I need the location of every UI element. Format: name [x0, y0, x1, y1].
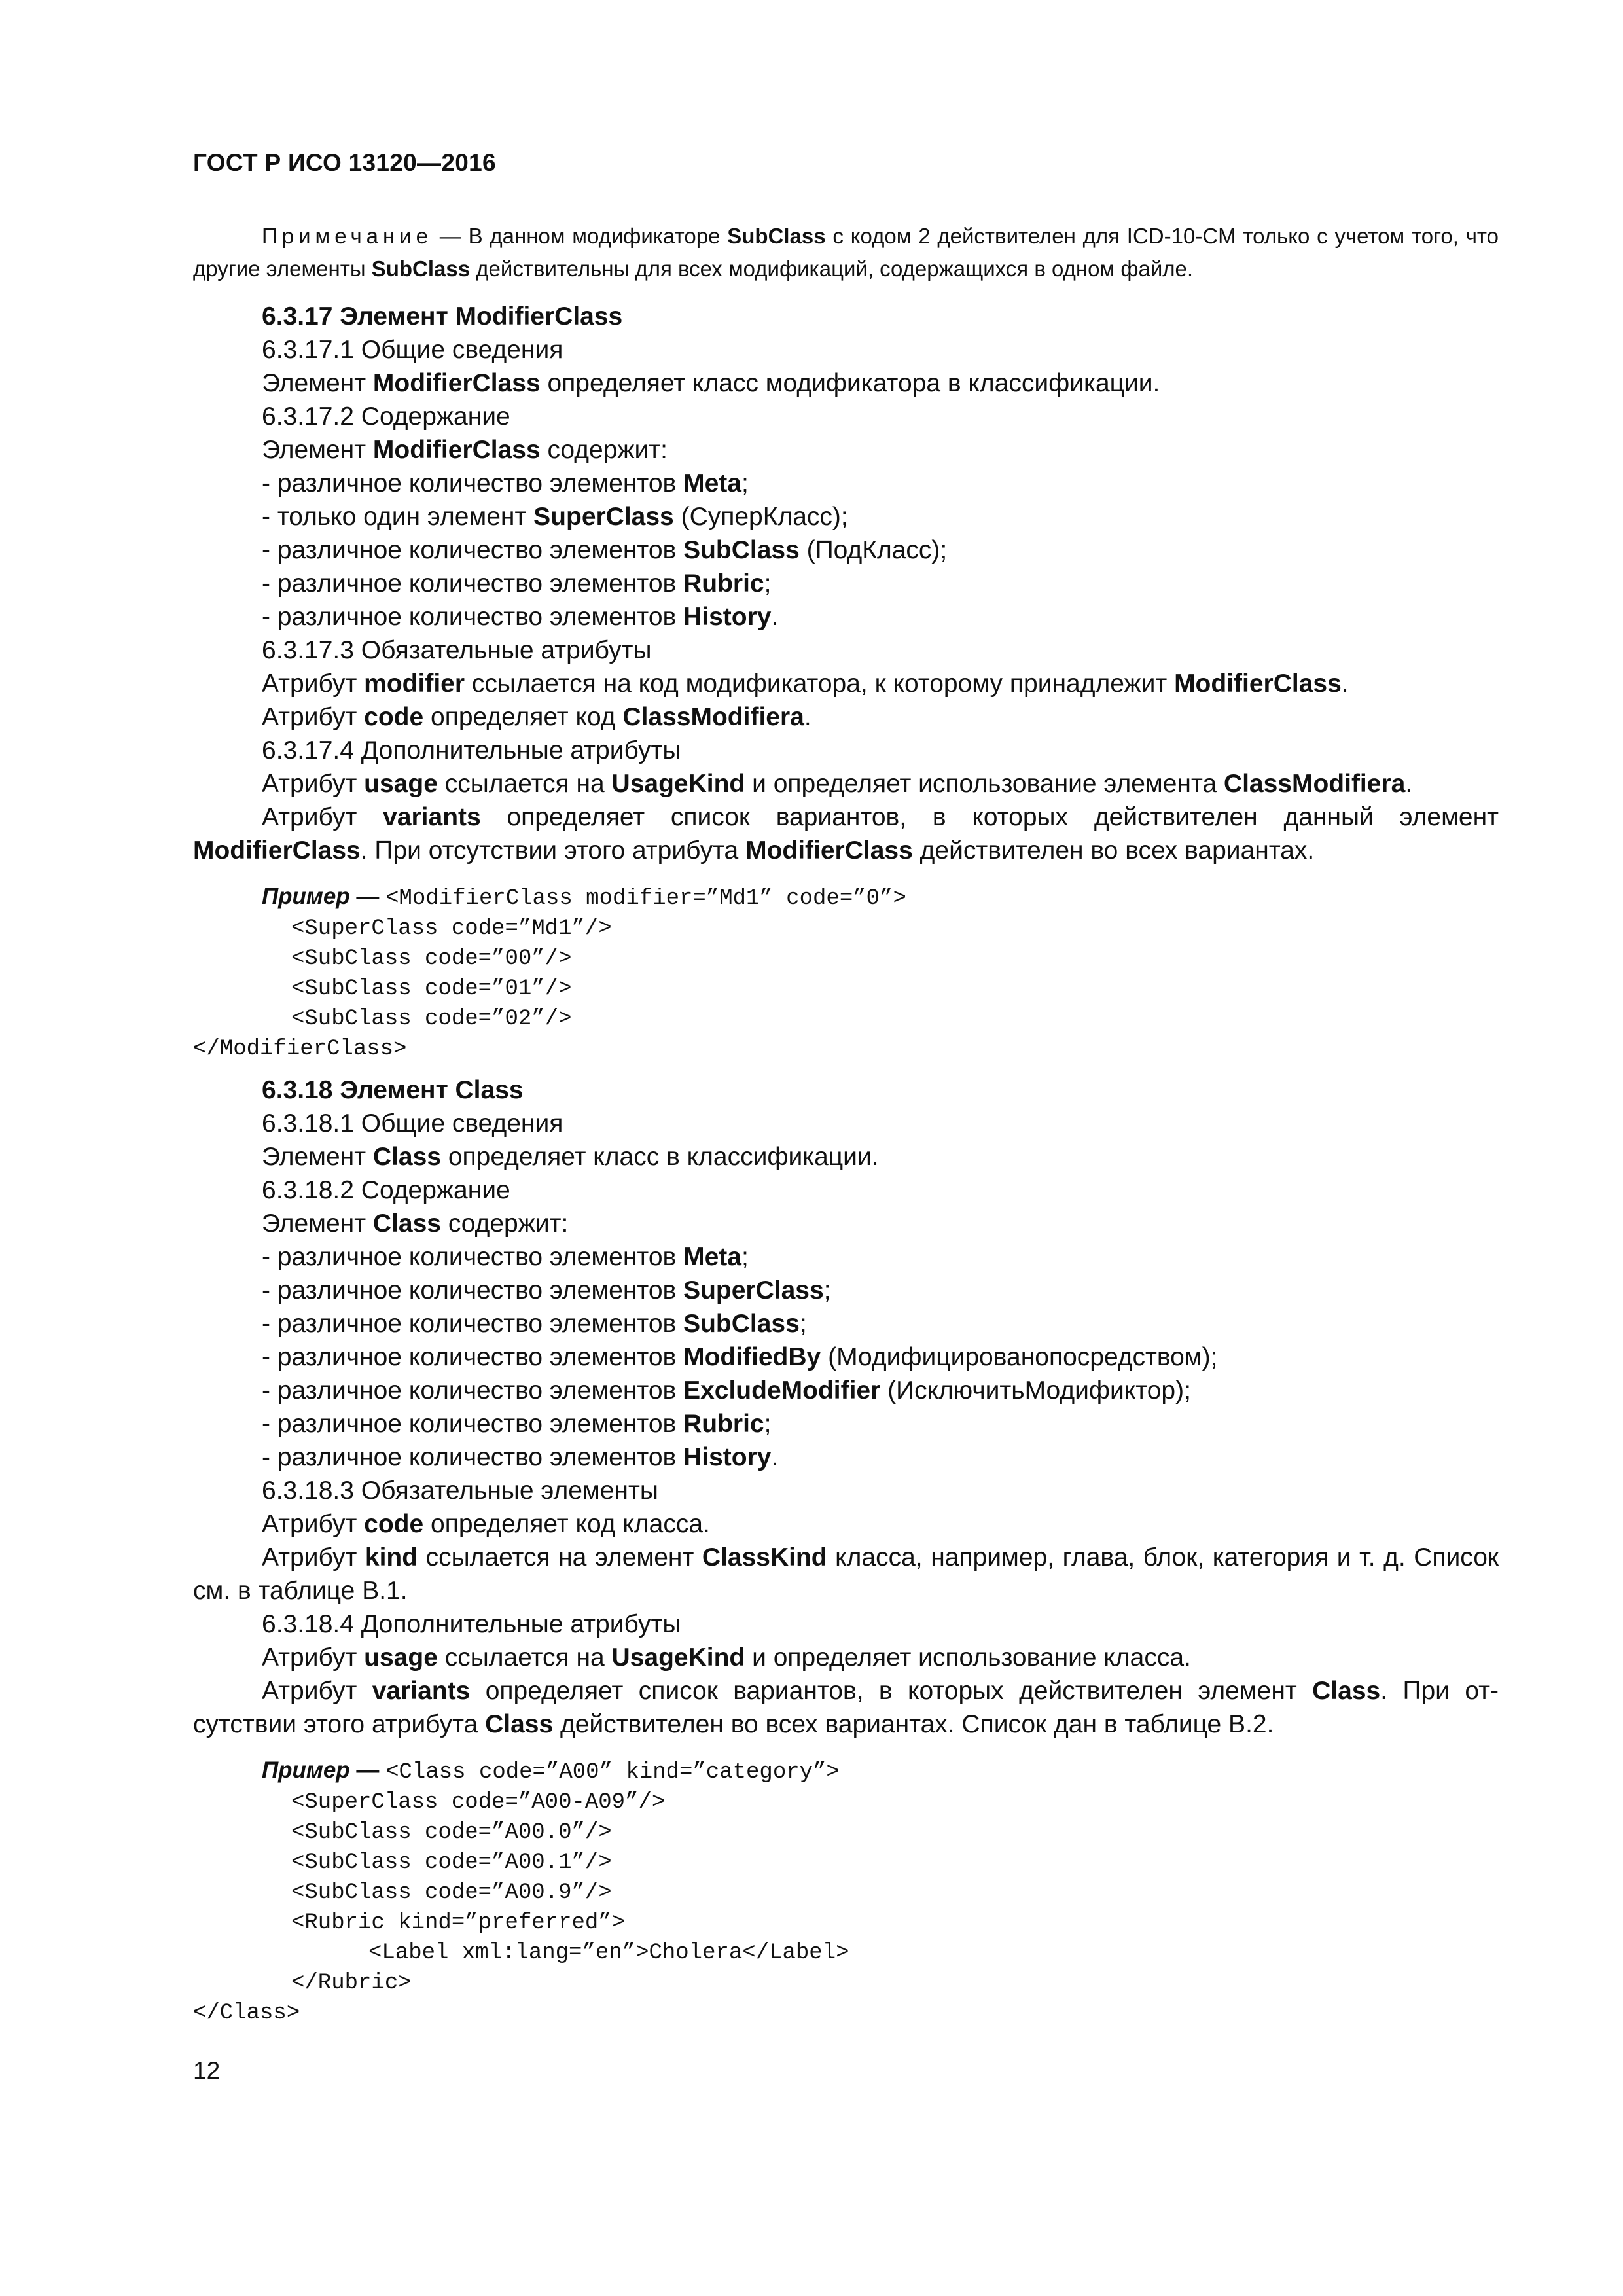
list-item: - различное количество элементов Meta; — [262, 1243, 749, 1271]
code-line: </Class> — [193, 2001, 300, 2026]
code-line: <SubClass code=”A00.0”/> — [291, 1820, 612, 1845]
list-item: - различное количество элементов SubClass (ПодКласс); — [262, 536, 948, 564]
list-item: - только один элемент SuperClass (СуперКласс); — [262, 503, 848, 531]
paragraph: Атрибут variants определяет список вариантов, в которых действителен данный элемент ModifierClass. При отсутствии этого атрибута ModifierClass действителен во всех вариантах. — [193, 803, 1499, 865]
page-number: 12 — [193, 2057, 221, 2084]
list-item: - различное количество элементов Rubric; — [262, 569, 772, 598]
section-heading: 6.3.17 Элемент ModifierClass — [262, 302, 623, 331]
paragraph: Атрибут code определяет код класса. — [262, 1510, 710, 1538]
paragraph: Атрибут kind ссылается на элемент ClassKind класса, например, глава, блок, категория и т. д. Список см. в таблице В.1. — [193, 1543, 1499, 1605]
document-header: ГОСТ Р ИСО 13120—2016 — [193, 149, 496, 176]
list-item: - различное количество элементов ModifiedBy (Модифицированопосредством); — [262, 1343, 1218, 1371]
list-item: - различное количество элементов ExcludeModifier (ИсключитьМодификтор); — [262, 1376, 1191, 1405]
document-body — [193, 300, 1499, 2028]
code-line: <SubClass code=”01”/> — [291, 977, 572, 1001]
list-item: - различное количество элементов SuperClass; — [262, 1276, 831, 1304]
subsection-heading: 6.3.18.4 Дополнительные атрибуты — [262, 1610, 681, 1638]
code-line: <SuperClass code=”Md1”/> — [291, 916, 612, 941]
code-line: <SubClass code=”A00.9”/> — [291, 1880, 612, 1905]
note-label: Примечание — [262, 224, 433, 248]
code-line: <SuperClass code=”A00-A09”/> — [291, 1790, 666, 1815]
subsection-heading: 6.3.18.3 Обязательные элементы — [262, 1477, 658, 1505]
code-line: <SubClass code=”00”/> — [291, 946, 572, 971]
paragraph: Элемент ModifierClass определяет класс модификатора в классификации. — [262, 369, 1160, 397]
subsection-heading: 6.3.17.4 Дополнительные атрибуты — [262, 736, 681, 764]
paragraph: Атрибут variants определяет список вариантов, в которых действителен элемент Class. При от-сутствии этого атрибута Class действителен во всех вариантах. Список дан в таблице В.2. — [193, 1677, 1499, 1738]
code-line: <SubClass code=”A00.1”/> — [291, 1850, 612, 1875]
note-paragraph: Примечание — В данном модификаторе SubClass с кодом 2 действителен для ICD-10-CM только с учетом того, что другие элементы SubClass действительны для всех модификаций, содержащихся в одном файле. — [193, 224, 1499, 281]
list-item: - различное количество элементов Rubric; — [262, 1410, 772, 1438]
paragraph: Атрибут code определяет код ClassModifiera. — [262, 703, 812, 731]
example-label: Пример — [262, 1757, 350, 1783]
subsection-heading: 6.3.17.2 Содержание — [262, 403, 510, 431]
code-line: Пример — <Class code=”A00” kind=”category”> — [262, 1757, 840, 1785]
subsection-heading: 6.3.18.1 Общие сведения — [262, 1109, 563, 1138]
list-item: - различное количество элементов History. — [262, 603, 779, 631]
code-example — [193, 882, 1499, 1064]
example-label: Пример — [262, 884, 350, 909]
paragraph: Атрибут usage ссылается на UsageKind и определяет использование элемента ClassModifiera. — [262, 770, 1413, 798]
code-line: </Rubric> — [291, 1971, 412, 1996]
subsection-heading: 6.3.18.2 Содержание — [262, 1176, 510, 1204]
paragraph: Элемент Class определяет класс в классификации. — [262, 1143, 879, 1171]
subsection-heading: 6.3.17.1 Общие сведения — [262, 336, 563, 364]
code-line: <SubClass code=”02”/> — [291, 1007, 572, 1031]
code-line: </ModifierClass> — [193, 1037, 407, 1062]
paragraph: Атрибут modifier ссылается на код модификатора, к которому принадлежит ModifierClass. — [262, 670, 1349, 698]
section-heading: 6.3.18 Элемент Class — [262, 1076, 524, 1104]
code-line: Пример — <ModifierClass modifier=”Md1” code=”0”> — [262, 884, 906, 911]
list-item: - различное количество элементов History. — [262, 1443, 779, 1471]
paragraph: Элемент ModifierClass содержит: — [262, 436, 668, 464]
paragraph: Элемент Class содержит: — [262, 1210, 569, 1238]
code-example — [193, 1755, 1499, 2028]
code-line: <Rubric kind=”preferred”> — [291, 1910, 626, 1935]
list-item: - различное количество элементов Meta; — [262, 469, 749, 497]
list-item: - различное количество элементов SubClass; — [262, 1310, 807, 1338]
code-line: <Label xml:lang=”en”>Cholera</Label> — [368, 1941, 849, 1965]
subsection-heading: 6.3.17.3 Обязательные атрибуты — [262, 636, 652, 664]
paragraph: Атрибут usage ссылается на UsageKind и определяет использование класса. — [262, 1643, 1191, 1672]
